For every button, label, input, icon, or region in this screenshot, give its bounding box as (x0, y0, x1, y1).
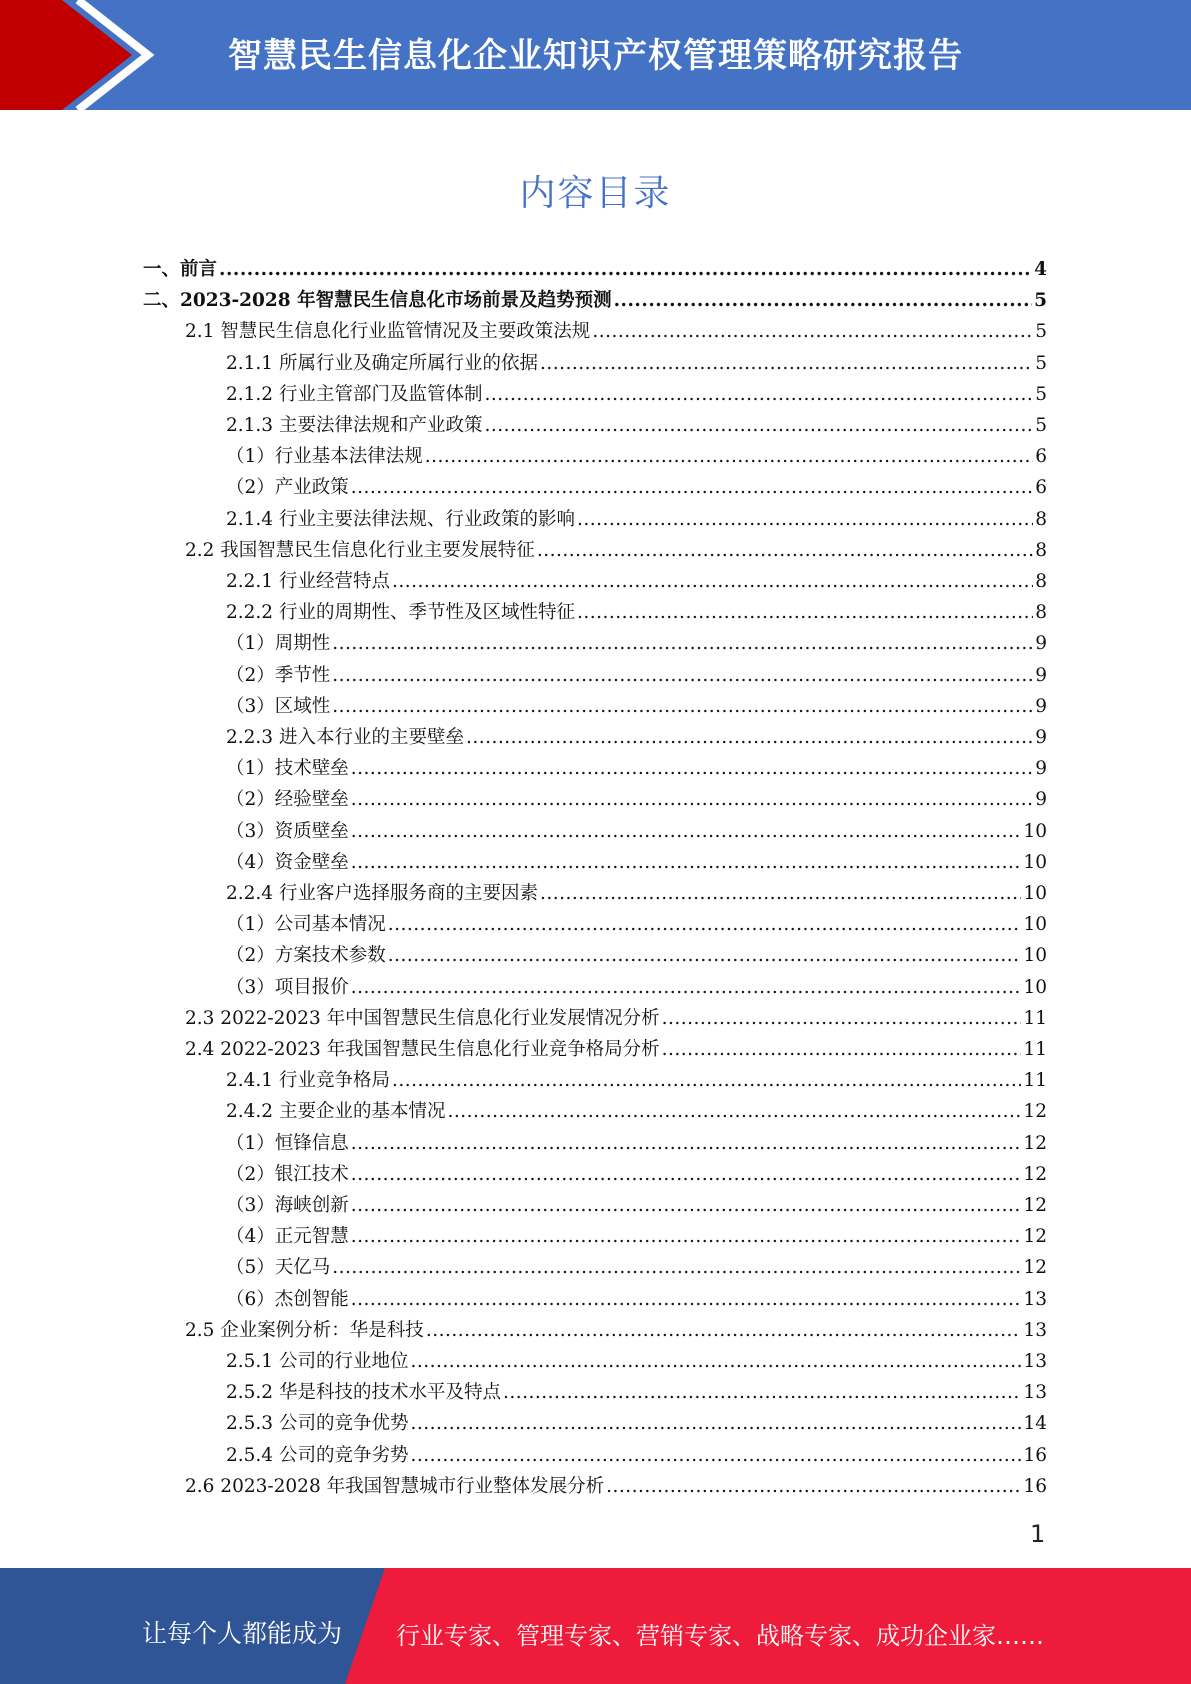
toc-entry-title: （3）区域性 (226, 695, 331, 717)
page-number: 1 (1030, 1520, 1046, 1548)
toc-entry-page: 10 (1023, 914, 1047, 936)
toc-entry[interactable] (226, 660, 1047, 691)
toc-entry-page: 9 (1035, 727, 1047, 748)
toc-entry-page: 13 (1023, 1288, 1047, 1310)
toc-entry[interactable] (226, 1065, 1047, 1096)
toc-entry[interactable] (226, 441, 1047, 472)
toc-entry-title: 2.1.1 所属行业及确定所属行业的依据 (226, 352, 538, 374)
toc-entry-title: 一、前言 (143, 259, 218, 280)
toc-entry[interactable] (226, 410, 1047, 441)
toc-entry[interactable] (226, 1190, 1047, 1221)
toc-entry-title: （1）技术壁垒 (226, 758, 349, 780)
toc-leader-dots (484, 379, 1033, 410)
arrow-decoration-icon (0, 0, 160, 110)
toc-entry[interactable] (226, 972, 1047, 1003)
toc-entry-title: 2.2.3 进入本行业的主要壁垒 (226, 727, 464, 748)
toc-entry[interactable] (226, 1159, 1047, 1190)
toc-leader-dots (392, 566, 1033, 597)
toc-entry-page: 12 (1023, 1163, 1047, 1185)
toc-entry-page: 10 (1023, 851, 1047, 873)
toc-entry[interactable] (226, 1284, 1047, 1315)
toc-entry[interactable] (226, 691, 1047, 722)
report-title: 智慧民生信息化企业知识产权管理策略研究报告 (228, 36, 963, 76)
toc-entry-title: （2）产业政策 (226, 477, 349, 499)
toc-leader-dots (351, 972, 1022, 1003)
toc-leader-dots (614, 285, 1033, 316)
toc-entry[interactable] (226, 816, 1047, 847)
toc-leader-dots (388, 940, 1022, 971)
toc-entry-page: 5 (1035, 352, 1047, 374)
toc-entry-title: （1）行业基本法律法规 (226, 446, 423, 468)
toc-entry[interactable] (185, 1034, 1047, 1065)
toc-leader-dots (577, 504, 1033, 535)
toc-entry-title: 2.5.4 公司的竞争劣势 (226, 1444, 409, 1466)
toc-entry-page: 9 (1035, 633, 1047, 655)
toc-entry[interactable] (226, 1252, 1047, 1283)
toc-entry-title: 2.6 2023-2028 年我国智慧城市行业整体发展分析 (185, 1475, 605, 1497)
toc-entry-page: 8 (1035, 602, 1047, 624)
toc-entry[interactable] (226, 847, 1047, 878)
toc-entry-title: （3）项目报价 (226, 976, 349, 998)
toc-entry-page: 10 (1023, 883, 1047, 904)
toc-entry-page: 16 (1023, 1444, 1047, 1466)
toc-leader-dots (351, 1221, 1022, 1252)
toc-leader-dots (662, 1003, 1022, 1034)
toc-entry-title: （2）方案技术参数 (226, 945, 386, 967)
toc-leader-dots (351, 1284, 1022, 1315)
toc-entry-title: （3）资质壁垒 (226, 820, 349, 842)
toc-leader-dots (540, 348, 1033, 379)
toc-entry[interactable] (226, 753, 1047, 784)
toc-entry-page: 12 (1023, 1101, 1047, 1123)
toc-entry-title: 2.3 2022-2023 年中国智慧民生信息化行业发展情况分析 (185, 1007, 660, 1029)
toc-entry[interactable] (226, 379, 1047, 410)
toc-entry[interactable] (226, 472, 1047, 503)
toc-heading: 内容目录 (519, 173, 672, 214)
toc-leader-dots (392, 1065, 1021, 1096)
toc-entry-page: 13 (1023, 1319, 1047, 1341)
toc-leader-dots (351, 1159, 1022, 1190)
toc-entry[interactable] (185, 535, 1047, 566)
toc-entry[interactable] (226, 1408, 1047, 1439)
toc-entry-page: 8 (1035, 571, 1047, 592)
toc-entry-title: （5）天亿马 (226, 1257, 331, 1279)
toc-leader-dots (503, 1377, 1021, 1408)
toc-entry-title: （1）恒锋信息 (226, 1132, 349, 1154)
toc-entry-page: 6 (1035, 477, 1047, 499)
toc-entry-title: 2.1.2 行业主管部门及监管体制 (226, 383, 483, 405)
toc-entry[interactable] (143, 254, 1047, 285)
toc-entry-title: （6）杰创智能 (226, 1288, 349, 1310)
toc-entry-page: 12 (1023, 1257, 1047, 1279)
header-banner (0, 0, 1191, 110)
toc-entry[interactable] (143, 285, 1047, 316)
toc-entry-page: 6 (1035, 446, 1047, 468)
toc-leader-dots (484, 410, 1033, 441)
toc-entry-page: 10 (1023, 945, 1047, 967)
toc-entry-title: 2.4.1 行业竞争格局 (226, 1070, 390, 1092)
toc-leader-dots (351, 847, 1022, 878)
toc-entry-title: （1）周期性 (226, 633, 331, 655)
toc-entry-page: 11 (1023, 1039, 1047, 1060)
toc-leader-dots (410, 1440, 1021, 1471)
toc-entry[interactable] (226, 784, 1047, 815)
toc-leader-dots (447, 1096, 1021, 1127)
toc-entry-title: （2）季节性 (226, 664, 331, 686)
toc-entry[interactable] (226, 504, 1047, 535)
toc-entry-page: 9 (1035, 695, 1047, 717)
toc-entry-title: 2.5.2 华是科技的技术水平及特点 (226, 1382, 501, 1404)
toc-entry-page: 12 (1023, 1195, 1047, 1216)
toc-entry[interactable] (226, 1440, 1047, 1471)
toc-entry[interactable] (185, 1471, 1047, 1502)
toc-leader-dots (425, 441, 1033, 472)
toc-leader-dots (540, 878, 1021, 909)
toc-leader-dots (351, 1190, 1022, 1221)
toc-entry-title: （1）公司基本情况 (226, 914, 386, 936)
toc-entry[interactable] (226, 1377, 1047, 1408)
toc-entry-title: （3）海峡创新 (226, 1195, 349, 1216)
toc-entry[interactable] (226, 1346, 1047, 1377)
toc-entry-title: 2.4.2 主要企业的基本情况 (226, 1101, 446, 1123)
toc-entry-title: 2.4 2022-2023 年我国智慧民生信息化行业竞争格局分析 (185, 1039, 660, 1060)
toc-entry-page: 5 (1034, 290, 1047, 312)
toc-entry-title: 2.2.4 行业客户选择服务商的主要因素 (226, 883, 538, 904)
toc-leader-dots (351, 1128, 1022, 1159)
toc-entry-page: 9 (1035, 758, 1047, 780)
toc-entry[interactable] (226, 348, 1047, 379)
toc-entry[interactable] (226, 909, 1047, 940)
toc-entry-page: 11 (1023, 1007, 1047, 1029)
footer-banner (0, 1568, 1191, 1684)
toc-entry[interactable] (226, 940, 1047, 971)
toc-entry-title: （2）银江技术 (226, 1163, 349, 1185)
toc-leader-dots (332, 628, 1033, 659)
toc-leader-dots (577, 597, 1033, 628)
toc-entry-page: 14 (1023, 1413, 1047, 1435)
toc-leader-dots (410, 1346, 1021, 1377)
toc-entry-page: 4 (1034, 259, 1047, 280)
toc-entry-page: 10 (1023, 976, 1047, 998)
toc-entry[interactable] (226, 1096, 1047, 1127)
toc-leader-dots (332, 691, 1033, 722)
toc-entry-title: 2.2 我国智慧民生信息化行业主要发展特征 (185, 539, 535, 561)
toc-entry-title: （4）资金壁垒 (226, 851, 349, 873)
toc-entry-title: 2.1.3 主要法律法规和产业政策 (226, 415, 483, 436)
toc-leader-dots (219, 254, 1032, 285)
toc-entry[interactable] (185, 316, 1047, 347)
footer-slogan-right: 行业专家、管理专家、营销专家、战略专家、成功企业家…… (396, 1622, 1044, 1650)
toc-entry-page: 16 (1023, 1475, 1047, 1497)
toc-entry[interactable] (226, 628, 1047, 659)
toc-leader-dots (466, 722, 1033, 753)
toc-entry-page: 10 (1023, 820, 1047, 842)
toc-entry-title: 2.1.4 行业主要法律法规、行业政策的影响 (226, 508, 575, 530)
toc-leader-dots (332, 1252, 1021, 1283)
toc-leader-dots (332, 660, 1033, 691)
toc-leader-dots (592, 316, 1033, 347)
toc-leader-dots (606, 1471, 1021, 1502)
toc-entry[interactable] (226, 1221, 1047, 1252)
toc-entry-page: 5 (1035, 415, 1047, 436)
toc-entry-title: 2.2.2 行业的周期性、季节性及区域性特征 (226, 602, 575, 624)
toc-entry-page: 8 (1035, 508, 1047, 530)
toc-leader-dots (410, 1408, 1021, 1439)
toc-entry-page: 5 (1035, 383, 1047, 405)
toc-entry-page: 12 (1023, 1132, 1047, 1154)
toc-leader-dots (351, 472, 1033, 503)
toc-entry-page: 5 (1035, 321, 1047, 343)
toc-entry-page: 13 (1023, 1351, 1047, 1372)
toc-entry-title: 2.5.3 公司的竞争优势 (226, 1413, 409, 1435)
toc-entry[interactable] (226, 878, 1047, 909)
toc-entry-title: 二、2023-2028 年智慧民生信息化市场前景及趋势预测 (143, 290, 612, 312)
toc-entry-title: 2.2.1 行业经营特点 (226, 571, 390, 592)
toc-entry-title: （4）正元智慧 (226, 1226, 349, 1248)
toc-leader-dots (662, 1034, 1022, 1065)
toc-entry[interactable] (226, 597, 1047, 628)
toc-entry-title: 2.5 企业案例分析：华是科技 (185, 1319, 424, 1341)
toc-entry-page: 12 (1023, 1226, 1047, 1248)
toc-entry-page: 13 (1023, 1382, 1047, 1404)
toc-entry-page: 8 (1035, 539, 1047, 561)
toc-entry[interactable] (226, 1128, 1047, 1159)
toc-entry-page: 9 (1035, 664, 1047, 686)
toc-entry[interactable] (185, 1003, 1047, 1034)
toc-entry-title: 2.1 智慧民生信息化行业监管情况及主要政策法规 (185, 321, 591, 343)
toc-leader-dots (537, 535, 1033, 566)
toc-leader-dots (351, 784, 1033, 815)
toc-entry[interactable] (185, 1315, 1047, 1346)
toc-entry-page: 11 (1023, 1070, 1047, 1092)
toc-leader-dots (388, 909, 1022, 940)
toc-entry-title: （2）经验壁垒 (226, 789, 349, 811)
toc-entry-title: 2.5.1 公司的行业地位 (226, 1351, 409, 1372)
toc-entry[interactable] (226, 722, 1047, 753)
toc-leader-dots (351, 753, 1033, 784)
footer-slogan-left: 让每个人都能成为 (142, 1619, 343, 1648)
toc-leader-dots (351, 816, 1022, 847)
toc-entry-page: 9 (1035, 789, 1047, 811)
toc-entry[interactable] (226, 566, 1047, 597)
toc-leader-dots (426, 1315, 1022, 1346)
